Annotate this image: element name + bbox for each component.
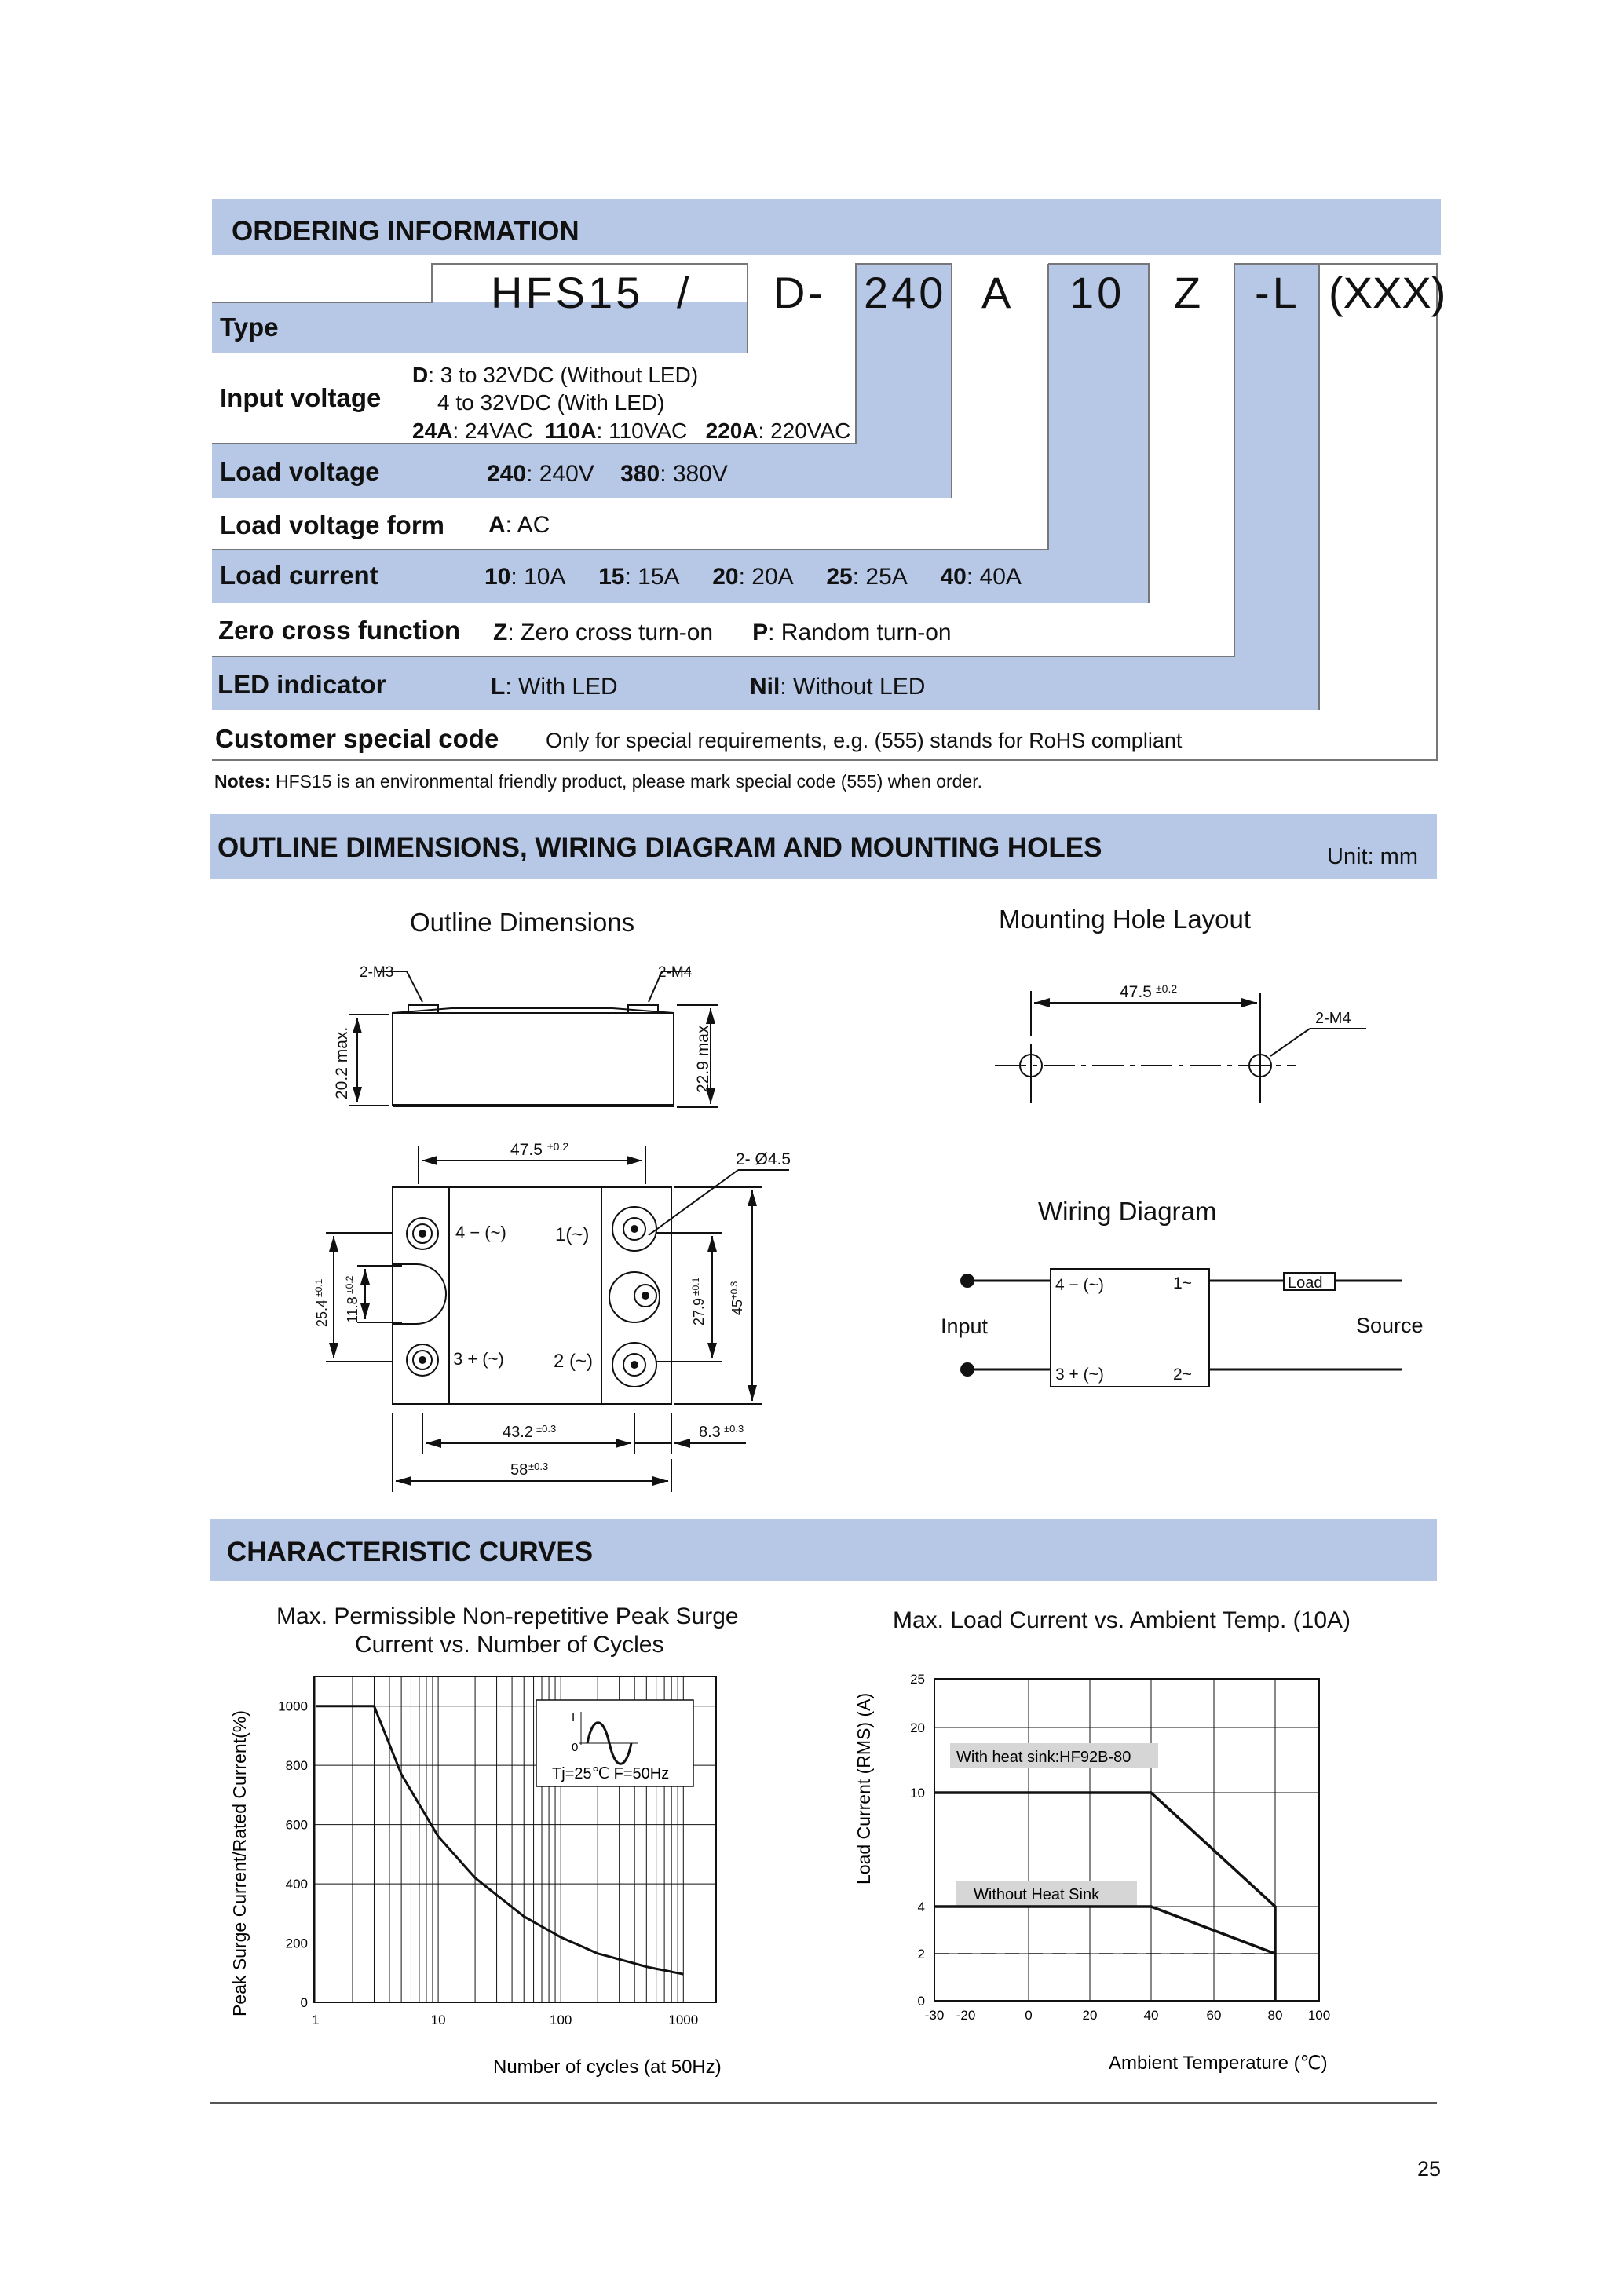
dim-279: 27.9 <box>691 1297 707 1325</box>
load-current-label: Load current <box>220 561 378 590</box>
temp-ytick: 10 <box>910 1786 925 1801</box>
temp-xtick: -20 <box>956 2008 976 2023</box>
surge-ytick: 400 <box>285 1877 308 1892</box>
temp-xtick: -30 <box>924 2008 945 2023</box>
temp-ytick: 20 <box>910 1720 925 1735</box>
temp-xtick: 20 <box>1082 2008 1098 2023</box>
wiring-title: Wiring Diagram <box>1038 1197 1217 1226</box>
mount-title: Mounting Hole Layout <box>999 905 1252 934</box>
led-option-1: L: With LED <box>491 674 618 700</box>
without-heat-sink-curve <box>934 1907 1275 1954</box>
dim-83-tol: ±0.3 <box>724 1423 744 1435</box>
dim-279-tol: ±0.1 <box>690 1277 701 1296</box>
zero-cross-options: Z: Zero cross turn-on P: Random turn-on <box>493 620 952 645</box>
temp-chart <box>854 1672 1330 2074</box>
dim-254-tol: ±0.1 <box>313 1278 324 1297</box>
temp-ytick: 0 <box>917 1994 925 2009</box>
chart2-title: Max. Load Current vs. Ambient Temp. (10A) <box>893 1607 1351 1633</box>
dim-432-tol: ±0.3 <box>536 1423 557 1435</box>
surge-ytick: 600 <box>285 1817 308 1833</box>
load-current-options: 10: 10A 15: 15A 20: 20A 25: 25A 40: 40A <box>484 564 1022 590</box>
surge-ytick: 200 <box>285 1936 308 1951</box>
ordering-notes: Notes: HFS15 is an environmental friendly product, please mark special code (555) when order. <box>214 771 982 792</box>
outline-header: OUTLINE DIMENSIONS, WIRING DIAGRAM AND MOUNTING HOLES <box>217 832 1102 863</box>
heat-sink-label: With heat sink:HF92B-80 <box>956 1749 1131 1766</box>
code-slash: / <box>677 268 693 317</box>
code-special: (XXX) <box>1329 268 1446 317</box>
temp-ylabel: Load Current (RMS) (A) <box>854 1692 874 1885</box>
temp-xtick: 80 <box>1267 2008 1283 2023</box>
temp-xtick: 40 <box>1143 2008 1159 2023</box>
term-1: 1(~) <box>555 1224 590 1245</box>
footer-rule <box>210 2102 1437 2104</box>
led-option-2: Nil: Without LED <box>750 674 926 700</box>
wiring-load: Load <box>1288 1274 1323 1292</box>
dim-45-tol: ±0.3 <box>729 1281 740 1300</box>
page-number: 25 <box>1417 2157 1442 2181</box>
input-voltage-line1: D: 3 to 32VDC (Without LED) <box>412 363 699 387</box>
code-input: D- <box>773 268 827 317</box>
temp-ytick: 4 <box>917 1899 925 1914</box>
surge-inset-i: I <box>572 1711 576 1724</box>
surge-ytick: 1000 <box>278 1698 308 1714</box>
load-voltage-options: 240: 240V 380: 380V <box>487 461 728 487</box>
surge-inset-text: Tj=25℃ F=50Hz <box>552 1765 670 1782</box>
wiring-t2: 2~ <box>1173 1366 1192 1384</box>
wiring-t4: 4 − (~) <box>1055 1276 1104 1294</box>
mount-m4: 2-M4 <box>1315 1010 1351 1027</box>
load-voltage-form-label: Load voltage form <box>220 510 445 539</box>
no-heat-sink-label: Without Heat Sink <box>974 1886 1100 1903</box>
surge-xtick: 100 <box>550 2013 572 2027</box>
surge-xlabel: Number of cycles (at 50Hz) <box>493 2057 722 2078</box>
dim-83: 8.3 <box>699 1424 721 1441</box>
dim-475: 47.5 <box>510 1141 543 1159</box>
chart1-title-1: Max. Permissible Non-repetitive Peak Surge <box>276 1603 739 1629</box>
load-voltage-form-options: A: AC <box>488 512 550 538</box>
dim-h1: 20.2 max. <box>333 1026 351 1099</box>
surge-inset-zero: 0 <box>572 1741 579 1754</box>
dim-45: 45 <box>729 1299 745 1315</box>
surge-chart <box>229 1676 722 2078</box>
wiring-t1: 1~ <box>1173 1274 1192 1292</box>
temp-xtick: 100 <box>1307 2008 1331 2023</box>
dim-118: 11.8 <box>345 1296 360 1323</box>
dim-d45: 2- Ø4.5 <box>736 1150 791 1168</box>
surge-xtick: 1 <box>312 2013 320 2027</box>
input-voltage-label: Input voltage <box>220 383 382 412</box>
surge-ytick: 0 <box>300 1995 308 2010</box>
dim-58-tol: ±0.3 <box>528 1461 549 1472</box>
dim-475-tol: ±0.2 <box>547 1140 569 1153</box>
wiring-t3: 3 + (~) <box>1055 1366 1104 1384</box>
input-voltage-line2: 4 to 32VDC (With LED) <box>437 390 665 415</box>
term-3: 3 + (~) <box>453 1349 504 1369</box>
dim-m4: 2-M4 <box>658 964 693 981</box>
curves-header: CHARACTERISTIC CURVES <box>227 1537 594 1567</box>
load-voltage-label: Load voltage <box>220 457 380 486</box>
term-2: 2 (~) <box>554 1351 594 1372</box>
surge-ytick: 800 <box>285 1758 308 1774</box>
code-led: -L <box>1255 268 1300 317</box>
outline-dims-title: Outline Dimensions <box>410 908 635 937</box>
code-current: 10 <box>1069 268 1125 317</box>
code-load-voltage: 240 <box>864 268 947 317</box>
chart1-title-2: Current vs. Number of Cycles <box>355 1632 664 1658</box>
temp-xtick: 60 <box>1206 2008 1222 2023</box>
wiring-input: Input <box>941 1314 989 1338</box>
surge-ylabel: Peak Surge Current/Rated Current(%) <box>229 1710 250 2016</box>
temp-ytick: 2 <box>917 1947 925 1961</box>
dim-432: 43.2 <box>503 1424 533 1441</box>
dim-118-tol: ±0.2 <box>344 1275 355 1294</box>
special-code-label: Customer special code <box>215 724 499 753</box>
surge-xtick: 10 <box>430 2013 446 2027</box>
mount-dim-475: 47.5 <box>1120 983 1152 1001</box>
zero-cross-label: Zero cross function <box>218 616 461 645</box>
special-code-desc: Only for special requirements, e.g. (555) stands for RoHS compliant <box>546 729 1183 752</box>
unit-label: Unit: mm <box>1327 844 1418 869</box>
dim-h2: 22.9 max. <box>694 1020 712 1093</box>
type-label: Type <box>220 313 279 342</box>
code-form: A <box>981 268 1014 317</box>
wiring-source: Source <box>1356 1314 1424 1337</box>
surge-xtick: 1000 <box>668 2013 699 2027</box>
temp-xtick: 0 <box>1025 2008 1033 2023</box>
code-model: HFS15 <box>491 268 644 317</box>
dim-58: 58 <box>510 1461 528 1479</box>
ordering-header: ORDERING INFORMATION <box>232 216 579 247</box>
mount-dim-tol: ±0.2 <box>1156 982 1178 995</box>
dim-m3: 2-M3 <box>360 964 394 981</box>
input-voltage-line3: 24A: 24VAC 110A: 110VAC 220A: 220VAC <box>412 419 851 443</box>
led-label: LED indicator <box>217 670 386 699</box>
temp-xlabel: Ambient Temperature (℃) <box>1109 2053 1328 2074</box>
term-4: 4 − (~) <box>455 1223 506 1242</box>
temp-ytick: 25 <box>910 1672 925 1687</box>
dim-254: 25.4 <box>314 1299 330 1327</box>
code-zero-cross: Z <box>1174 268 1204 317</box>
